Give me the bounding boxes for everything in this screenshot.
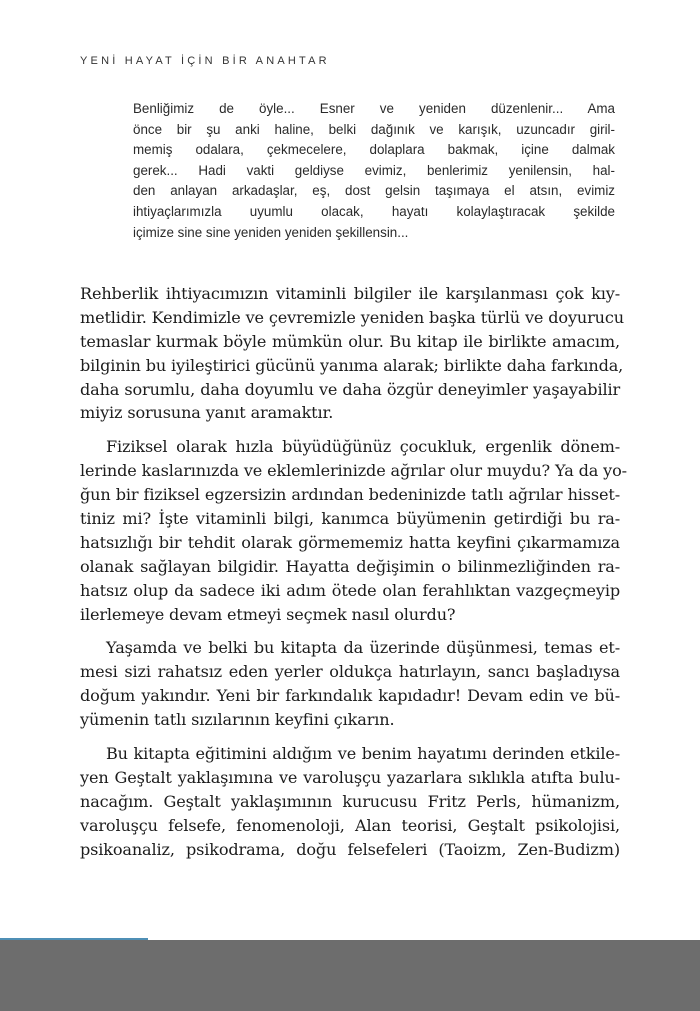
text-line: psikoanaliz, psikodrama, doğu felsefeleri (Taoizm, Zen-Budizm) bbox=[80, 839, 620, 859]
block-quote bbox=[133, 99, 615, 243]
text-line: hatsız olup da sadece iki adım ötede olan ferahlıktan vazgeçmeyip bbox=[80, 580, 620, 600]
quote-line: ihtiyaçlarımızla uyumlu olacak, hayatı kolaylaştıracak şekilde bbox=[133, 203, 615, 219]
quote-line: önce bir şu anki haline, belki dağınık ve karışık, uzuncadır giril- bbox=[133, 121, 615, 137]
text-line: temaslar kurmak böyle mümkün olur. Bu kitap ile birlikte amacım, bbox=[80, 331, 620, 351]
text-line: yümenin tatlı sızılarının keyfini çıkarın. bbox=[80, 710, 395, 730]
text-line: bilginin bu iyileştirici gücünü yanıma alarak; birlikte daha farkında, bbox=[80, 355, 624, 375]
paragraph-4 bbox=[80, 742, 620, 861]
text-line: Fiziksel olarak hızla büyüdüğünüz çocukluk, ergenlik dönem- bbox=[106, 437, 620, 457]
text-line: ğun bir fiziksel egzersizin ardından bedeninizde tatlı ağrılar hisset- bbox=[80, 485, 620, 505]
paragraph-2 bbox=[80, 435, 627, 626]
text-line: varoluşçu felsefe, fenomenoloji, Alan teorisi, Geştalt psikolojisi, bbox=[80, 815, 620, 835]
text-line: miyiz sorusuna yanıt aramaktır. bbox=[80, 403, 334, 423]
text-line: olanak sağlayan bilgidir. Hayatta değişimin o bilinmezliğinden ra- bbox=[80, 556, 620, 576]
paragraph-1 bbox=[80, 282, 624, 425]
text-line: Bu kitapta eğitimini aldığım ve benim hayatımı derinden etkile- bbox=[106, 744, 620, 764]
text-line: hatsızlığı bir tehdit olarak görmememiz hatta keyfini çıkarmamıza bbox=[80, 532, 620, 552]
text-line: daha sorumlu, daha doyumlu ve daha özgür deneyimler yaşayabilir bbox=[80, 379, 620, 399]
quote-line: den anlayan arkadaşlar, eş, dost gelsin taşımaya el atsın, evimiz bbox=[133, 183, 615, 199]
paragraph-3 bbox=[80, 636, 620, 732]
text-line: ilerlemeye devam etmeyi seçmek nasıl olurdu? bbox=[80, 604, 456, 624]
viewer-background bbox=[0, 940, 700, 1011]
text-line: lerinde kaslarınızda ve eklemlerinizde ağrılar olur muydu? Ya da yo- bbox=[80, 461, 627, 481]
text-line: nacağım. Geştalt yaklaşımının kurucusu Fritz Perls, hümanizm, bbox=[80, 791, 620, 811]
text-line: doğum yakındır. Yeni bir farkındalık kapıdadır! Devam edin ve bü- bbox=[80, 686, 620, 706]
text-line: tiniz mi? İşte vitaminli bilgi, kanımca büyümenin getirdiği bu ra- bbox=[80, 509, 620, 529]
text-line: Yaşamda ve belki bu kitapta da üzerinde düşünmesi, temas et- bbox=[106, 638, 620, 658]
text-line: yen Geştalt yaklaşımına ve varoluşçu yazarlara sıklıkla atıfta bulu- bbox=[80, 767, 620, 787]
text-line: mesi sizi rahatsız eden yerler oldukça hatırlayın, sancı başladıysa bbox=[80, 662, 620, 682]
quote-line: Benliğimiz de öyle... Esner ve yeniden düzenlenir... Ama bbox=[133, 101, 615, 116]
body-text bbox=[80, 282, 627, 871]
quote-line: içimize sine sine yeniden yeniden şekillensin... bbox=[133, 224, 409, 240]
running-header: YENİ HAYAT İÇİN BİR ANAHTAR bbox=[80, 55, 330, 67]
text-line: Rehberlik ihtiyacımızın vitaminli bilgiler ile karşılanması çok kıy- bbox=[80, 284, 620, 303]
quote-line: memiş odalara, çekmecelere, dolaplara bakmak, içine dalmak bbox=[133, 142, 615, 158]
quote-line: gerek... Hadi vakti geldiyse evimiz, benlerimiz yenilensin, hal- bbox=[133, 162, 615, 178]
text-line: metlidir. Kendimizle ve çevremizle yeniden başka türlü ve doyurucu bbox=[80, 307, 624, 327]
